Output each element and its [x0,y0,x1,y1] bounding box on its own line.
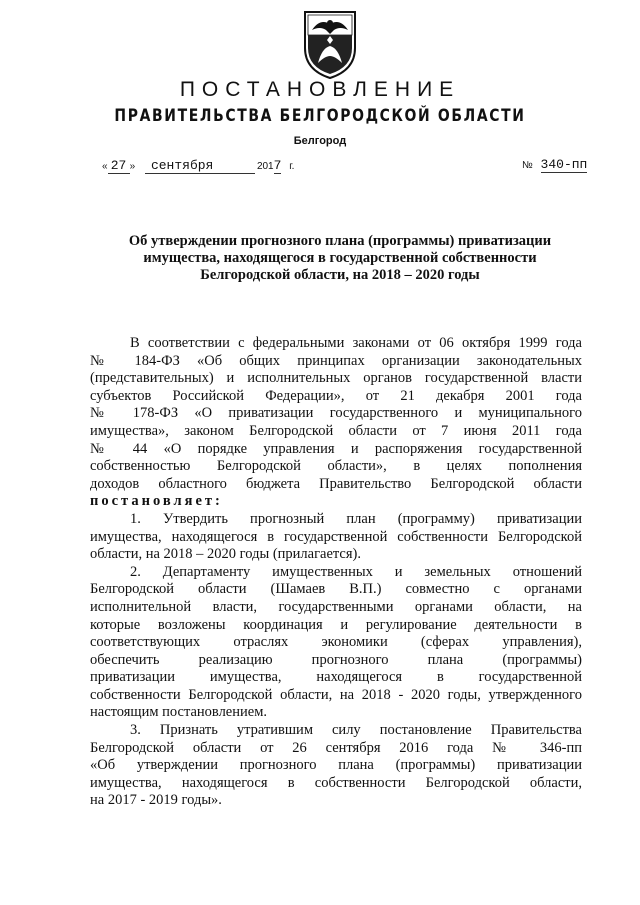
item-2-line: собственности Белгородской области, на 2018 - 2020 годы, утвержденного [90,686,582,703]
item-2-line: Белгородской области (Шамаев В.П.) совместно с органами [90,581,582,598]
document-number [522,157,587,172]
number-sign: № [522,160,533,171]
coat-of-arms-icon [300,8,360,80]
decree-word: постановляет: [90,493,223,510]
item-2-line: соответствующих отраслях экономики (сферах управления), [90,634,582,651]
item-3-line: на 2017 - 2019 годы». [90,792,222,809]
title-line: имущества, находящегося в государственной собственности [143,250,537,266]
item-3-line: «Об утверждении прогнозного плана (программы) приватизации [90,757,582,774]
preamble-line: собственностью Белгородской области», в целях пополнения [90,458,582,475]
date-year-prefix: 201 [256,161,274,172]
title-line: Белгородской области, на 2018 – 2020 годы [200,267,480,283]
item-3-line: Белгородской области от 26 сентября 2016 года № 346-пп [90,739,582,756]
document-title [90,233,590,284]
item-2-line: исполнительной власти, государственными органами области, на [90,598,582,615]
preamble-line: № 184-ФЗ «Об общих принципах организации законодательных [90,352,582,369]
item-2-line: которые возложены координация и регулирование деятельности в [90,616,582,633]
preamble-line: В соответствии с федеральными законами от 06 октября 1999 года [130,335,582,351]
item-1-line: имущества, находящегося в государственной собственности Белгородской [90,528,582,545]
issuing-authority-heading: ПРАВИТЕЛЬСТВА БЕЛГОРОДСКОЙ ОБЛАСТИ [114,106,526,126]
city-label: Белгород [293,135,347,147]
item-2-line: 2. Департаменту имущественных и земельных отношений [130,563,582,580]
item-1-line: области, на 2018 – 2020 годы (прилагается). [90,546,361,563]
item-2-line: настоящим постановлением. [90,704,267,721]
document-type-heading: ПОСТАНОВЛЕНИЕ [179,78,461,101]
preamble-line: субъектов Российской Федерации», от 21 декабря 2001 года [90,387,582,404]
preamble-line: доходов областного бюджета Правительство Белгородской области [90,475,582,492]
title-line: Об утверждении прогнозного плана (программы) приватизации [128,233,552,249]
date-day: 27 [108,158,130,174]
document-body [90,335,582,810]
date-open-quote: « [102,161,108,172]
preamble-line: № 178-ФЗ «О приватизации государственного и муниципального [90,405,582,422]
number-value: 340-пп [540,157,588,172]
preamble-line: имущества», законом Белгородской области от 7 июня 2011 года [90,422,582,439]
document-date [102,158,294,174]
date-month: сентября [145,158,255,174]
item-3-line: имущества, находящегося в собственности Белгородской области, [90,774,582,791]
item-1-line: 1. Утвердить прогнозный план (программу) приватизации [130,510,582,527]
date-close-quote: » [129,161,136,172]
preamble-line: (представительных) и исполнительных органов государственной власти [90,370,582,387]
date-year-digit: 7 [273,158,282,173]
preamble-line: № 44 «О порядке управления и распоряжения государственной [90,440,582,457]
item-2-line: обеспечить реализацию прогнозного плана (программы) [90,651,582,668]
date-year-suffix: г. [289,161,295,172]
item-2-line: приватизации имущества, находящегося в государственной [90,669,582,686]
item-3-line: 3. Признать утратившим силу постановление Правительства [130,722,582,739]
